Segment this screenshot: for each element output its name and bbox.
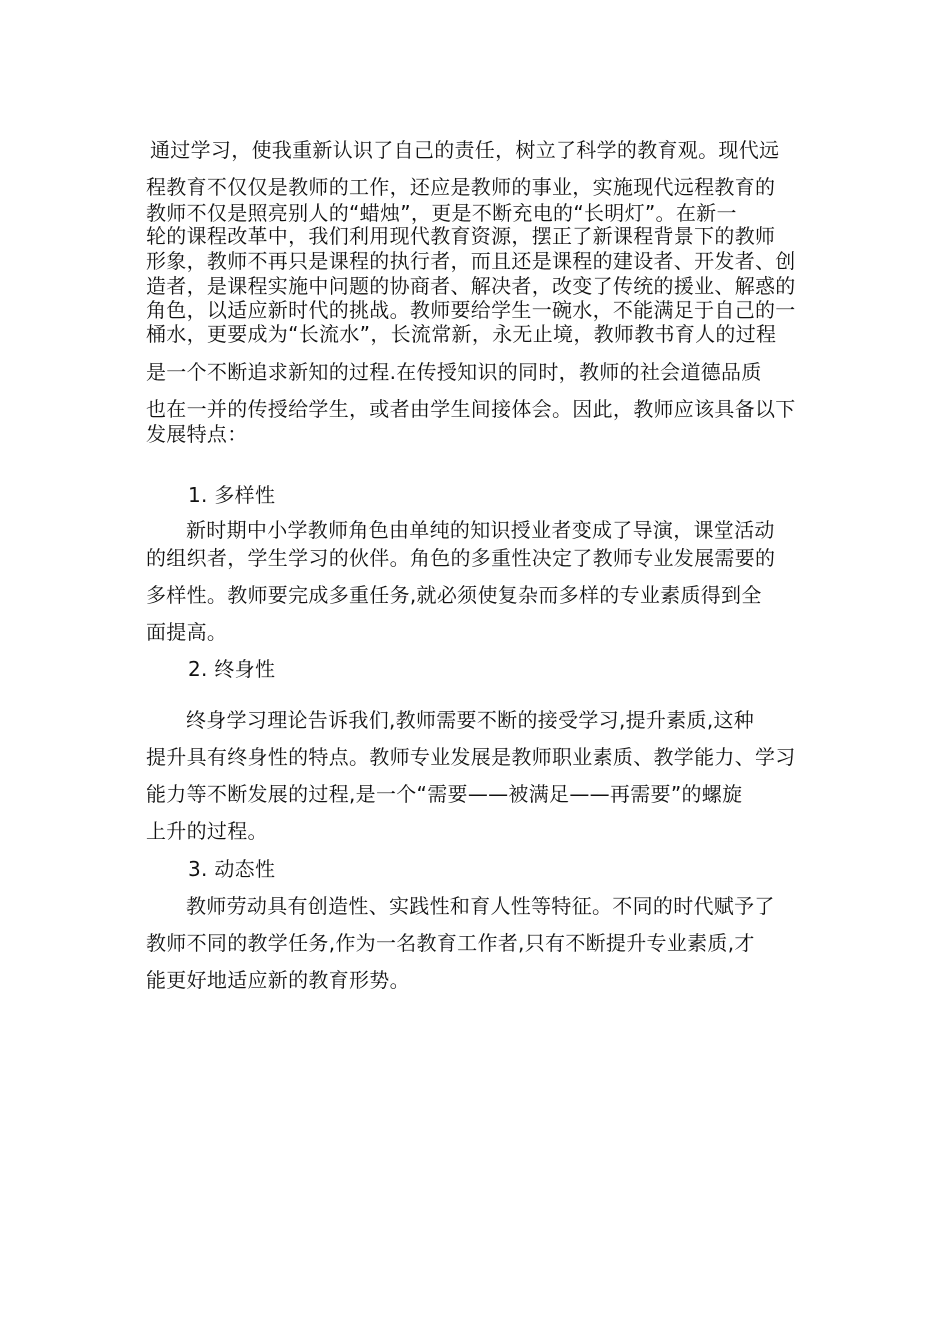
intro-line: 轮的课程改革中，我们利用现代教育资源，摆正了新课程背景下的教师 [146,224,776,248]
section-line: 能更好地适应新的教育形势。 [146,968,410,992]
section-line: 面提高。 [146,620,228,644]
intro-line: 发展特点： [146,422,248,446]
intro-line: 造者，是课程实施中问题的协商者、解决者，改变了传统的援业、解惑的 [146,274,796,298]
section-line: 的组织者，学生学习的伙伴。角色的多重性决定了教师专业发展需要的 [146,546,776,570]
intro-line: 程教育不仅仅是教师的工作，还应是教师的事业，实施现代远程教育的 [146,175,776,199]
section-line: 上升的过程。 [146,819,268,843]
section-line: 提升具有终身性的特点。教师专业发展是教师职业素质、教学能力、学习 [146,745,796,769]
intro-line: 角色，以适应新时代的挑战。教师要给学生一碗水，不能满足于自己的一 [146,298,796,322]
intro-line: 教师不仅是照亮别人的“蜡烛”，更是不断充电的“长明灯”。在新一 [146,201,737,225]
section-line: 新时期中小学教师角色由单纯的知识授业者变成了导演，课堂活动 [186,518,775,542]
section-heading: 3. 动态性 [188,857,276,881]
intro-line: 形象，教师不再只是课程的执行者，而且还是课程的建设者、开发者、创 [146,249,796,273]
section-line: 教师劳动具有创造性、实践性和育人性等特征。不同的时代赋予了 [186,894,775,918]
intro-line: 桶水，更要成为“长流水”，长流常新，永无止境，教师教书育人的过程 [146,322,777,346]
intro-line: 是一个不断追求新知的过程.在传授知识的同时，教师的社会道德品质 [146,360,762,384]
intro-line: 通过学习，使我重新认识了自己的责任，树立了科学的教育观。现代远 [150,138,780,162]
section-line: 多样性。教师要完成多重任务,就必须使复杂而多样的专业素质得到全 [146,583,762,607]
section-line: 终身学习理论告诉我们,教师需要不断的接受学习,提升素质,这种 [186,708,755,732]
section-heading: 2. 终身性 [188,657,276,681]
section-line: 能力等不断发展的过程,是一个“需要——被满足——再需要”的螺旋 [146,782,743,806]
intro-line: 也在一并的传授给学生，或者由学生间接体会。因此，教师应该具备以下 [146,397,796,421]
section-heading: 1. 多样性 [188,483,276,507]
section-line: 教师不同的教学任务,作为一名教育工作者,只有不断提升专业素质,才 [146,931,755,955]
